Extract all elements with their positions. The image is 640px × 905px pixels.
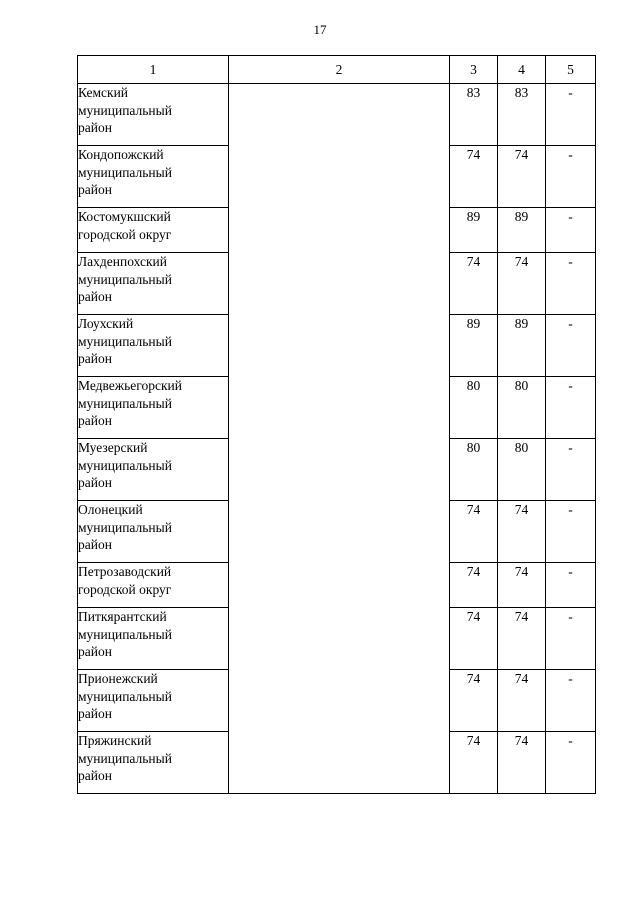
column-header: 4 — [498, 56, 546, 84]
value-cell-col4: 74 — [498, 501, 546, 563]
district-name-cell — [78, 84, 229, 146]
district-name-line: район — [78, 413, 112, 428]
value-cell-col3: 83 — [450, 84, 498, 146]
district-name-line: район — [78, 475, 112, 490]
value-cell-col3: 74 — [450, 146, 498, 208]
district-name-cell — [78, 563, 229, 608]
district-name-line: муниципальный — [78, 395, 172, 411]
value-cell-col5: - — [546, 670, 596, 732]
value-cell-col4: 89 — [498, 315, 546, 377]
value-cell-col3: 74 — [450, 563, 498, 608]
district-name-cell — [78, 732, 229, 794]
value-cell-col3: 80 — [450, 439, 498, 501]
page-number: 17 — [313, 22, 327, 37]
district-name-cell — [78, 608, 229, 670]
district-name-cell — [78, 208, 229, 253]
table-body — [78, 84, 596, 794]
district-name-line: район — [78, 644, 112, 659]
district-name-line: Пряжинский — [78, 733, 152, 748]
district-name-cell — [78, 146, 229, 208]
value-cell-col4: 80 — [498, 377, 546, 439]
district-name-line: муниципальный — [78, 626, 172, 642]
value-cell-col5: - — [546, 253, 596, 315]
value-cell-col5: - — [546, 563, 596, 608]
value-cell-col3: 74 — [450, 670, 498, 732]
district-name-line: городской округ — [78, 581, 172, 597]
district-name-line: Петрозаводский — [78, 564, 172, 579]
district-name-line: муниципальный — [78, 164, 172, 180]
value-cell-col3: 89 — [450, 315, 498, 377]
district-name-line: Кондопожский — [78, 147, 164, 162]
district-name-cell — [78, 501, 229, 563]
district-name-cell — [78, 439, 229, 501]
district-name-line: Прионежский — [78, 671, 158, 686]
value-cell-col4: 74 — [498, 253, 546, 315]
district-name-line: Муезерский — [78, 440, 148, 455]
value-cell-col5: - — [546, 315, 596, 377]
district-name-line: Медвежьегорский — [78, 378, 182, 393]
district-name-line: район — [78, 537, 112, 552]
district-name-cell — [78, 315, 229, 377]
value-cell-col5: - — [546, 84, 596, 146]
value-cell-col3: 80 — [450, 377, 498, 439]
district-name-line: район — [78, 351, 112, 366]
value-cell-col4: 83 — [498, 84, 546, 146]
value-cell-col5: - — [546, 501, 596, 563]
value-cell-col4: 80 — [498, 439, 546, 501]
value-cell-col4: 74 — [498, 608, 546, 670]
district-name-line: Питкярантский — [78, 609, 167, 624]
column-header: 2 — [229, 56, 450, 84]
value-cell-col3: 74 — [450, 501, 498, 563]
district-name-line: Лахденпохский — [78, 254, 167, 269]
district-name-cell — [78, 670, 229, 732]
district-name-line: муниципальный — [78, 688, 172, 704]
district-name-line: район — [78, 768, 112, 783]
district-name-line: район — [78, 706, 112, 721]
value-cell-col5: - — [546, 732, 596, 794]
value-cell-col3: 74 — [450, 608, 498, 670]
district-name-line: Костомукшский — [78, 209, 171, 224]
value-cell-col4: 74 — [498, 670, 546, 732]
column-2-merged-cell — [229, 84, 450, 794]
district-name-cell — [78, 377, 229, 439]
column-header: 5 — [546, 56, 596, 84]
value-cell-col4: 74 — [498, 563, 546, 608]
district-name-line: Олонецкий — [78, 502, 143, 517]
value-cell-col5: - — [546, 146, 596, 208]
district-name-line: Лоухский — [78, 316, 134, 331]
district-name-line: муниципальный — [78, 519, 172, 535]
value-cell-col5: - — [546, 608, 596, 670]
value-cell-col3: 74 — [450, 253, 498, 315]
district-name-line: муниципальный — [78, 333, 172, 349]
district-name-line: муниципальный — [78, 750, 172, 766]
value-cell-col5: - — [546, 439, 596, 501]
value-cell-col3: 89 — [450, 208, 498, 253]
district-name-line: район — [78, 120, 112, 135]
value-cell-col5: - — [546, 377, 596, 439]
table-header-row — [78, 56, 596, 84]
district-name-line: городской округ — [78, 226, 172, 242]
district-name-line: муниципальный — [78, 457, 172, 473]
district-name-line: район — [78, 289, 112, 304]
district-name-line: Кемский — [78, 85, 129, 100]
district-name-line: муниципальный — [78, 271, 172, 287]
column-header: 3 — [450, 56, 498, 84]
value-cell-col4: 89 — [498, 208, 546, 253]
district-name-line: район — [78, 182, 112, 197]
district-name-line: муниципальный — [78, 102, 172, 118]
district-name-cell — [78, 253, 229, 315]
value-cell-col4: 74 — [498, 146, 546, 208]
value-cell-col3: 74 — [450, 732, 498, 794]
table-row — [78, 84, 596, 146]
column-header: 1 — [78, 56, 229, 84]
data-table — [77, 55, 596, 794]
value-cell-col5: - — [546, 208, 596, 253]
value-cell-col4: 74 — [498, 732, 546, 794]
